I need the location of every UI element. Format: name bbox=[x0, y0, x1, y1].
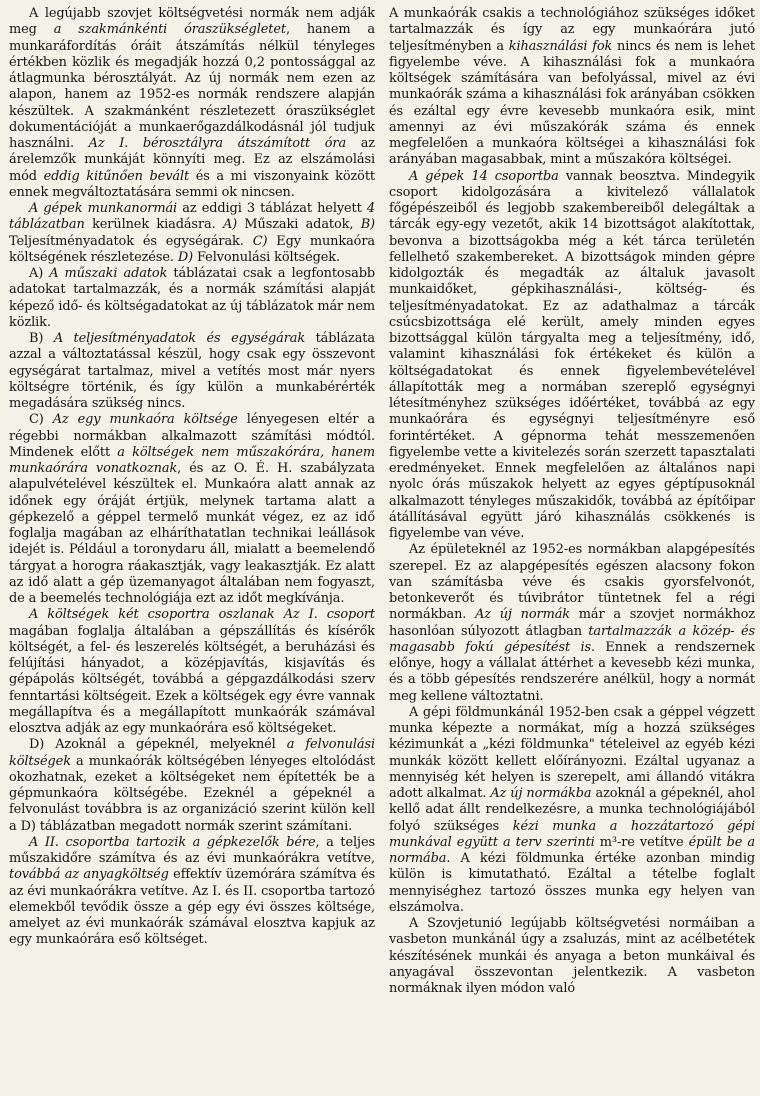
text-run: és a mi viszonyaink között ennek megváltoztatására semmi ok nincsen. bbox=[9, 168, 375, 200]
emphasis-text: épült be a normába bbox=[389, 834, 755, 866]
paragraph bbox=[389, 705, 755, 916]
text-run: már a szovjet normákhoz hasonlóan súlyozott átlagban bbox=[389, 607, 755, 639]
emphasis-text: C) bbox=[252, 233, 268, 249]
text-run: Felvonulási költségek. bbox=[193, 249, 341, 265]
paragraph bbox=[9, 835, 375, 949]
text-run: . Ennek a rendszernek előnye, hogy a vállalat áttérhet a kevesebb kézi munka, és a több gépesítés rendszerére anélkül, hogy a normát meg kellene változtatni. bbox=[389, 639, 755, 704]
emphasis-text: 4 táblázatban bbox=[9, 201, 375, 233]
emphasis-text: Az új normák bbox=[475, 607, 571, 623]
emphasis-text: A II. csoportba tartozik a gépkezelők bére bbox=[29, 834, 316, 850]
emphasis-text: Az I. bérosztályra átszámított óra bbox=[88, 136, 347, 151]
text-run: Műszaki adatok, bbox=[237, 217, 361, 233]
emphasis-text: eddig kitűnően bevált bbox=[43, 168, 190, 184]
text-run: , hanem a munkaráfordítás óráit átszámítás nélkül tényleges értékben közlik és megadják hozzá 0,2 pontossággal az átlagmunka bérosztályát. Az új normák nem ezen az alapon, hanem az 1952-es normák rendszere alapján készültek. A szakmánként részletezett óraszükséglet dokumentációját a munkaerőgazdálkodásnál jól tudjuk használni. bbox=[9, 22, 375, 151]
paragraph bbox=[9, 737, 375, 835]
paragraph bbox=[9, 201, 375, 266]
text-run: táblázata azzal a változtatással készül, hogy csak egy összevont egységárat tartalmaz, mivel a vetítés most már nyers költségre történik, és így külön a munkabérérték megadására szükség nincs. bbox=[9, 331, 375, 411]
text-run: C) bbox=[29, 412, 53, 428]
emphasis-text: tartalmazzák a közép- és magasabb fokú gépesítést is bbox=[389, 623, 755, 655]
emphasis-text: a szakmánkénti óraszükségletet bbox=[53, 22, 286, 38]
text-run: az eddigi 3 táblázat helyett bbox=[177, 201, 367, 216]
text-run: kerülnek kiadásra. bbox=[84, 217, 223, 233]
text-run: Az épületeknél az 1952-es normákban alapgépesítés szerepel. Ez az alapgépesítés egészen alacsony fokon van számításba véve és csakis gyorsfelvonót, betonkeverőt és túvibrátor tüntetnek fel a régi normákban. bbox=[389, 542, 755, 623]
emphasis-text: kihasználási fok bbox=[508, 38, 613, 54]
paragraph bbox=[389, 542, 755, 705]
paragraph bbox=[389, 916, 755, 997]
text-run: táblázatai csak a legfontosabb adatokat tartalmazzák, és a normák számítási alapját képező idő- és költségadatokat az új táblázatok már nem közlik. bbox=[9, 266, 375, 330]
paragraph bbox=[9, 412, 375, 607]
text-run: Egy munkaóra költségének részletezése. bbox=[9, 233, 375, 265]
paragraph bbox=[9, 607, 375, 737]
text-run: vannak beosztva. Mindegyik csoport kidolgozására a kivitelező vállalatok főgépészeiből és legjobb szakembereiből delegáltak a tárcák egy-egy vezetőt, akik 14 bizottságot alakítottak, bevonva a bizottságokba még a két tárca területén fellelhető szakembereket. A bizottságok minden gépre kidolgozták és megadták az általuk javasolt munkaidőket, gépkihasználási-, költség- és teljesítményadatokat. Ez az adathalmaz a tárcák csúcsbizottsága elé került, amely minden egyes bizottsággal külön tárgyalta meg a teljesítmény, idő, valamint kihasználási fok értékeket és külön a költségadatokat és ennek figyelembevételével állapították meg a normában szereplő egységnyi létesítményhez szükséges időértéket, továbbá az egy munkaórára és egységnyi teljesítményre eső forintértéket. A gépnorma tehát messzemenően figyelembe vette a kivitelezés során szerzett tapasztalati eredményeket. Ennek megfelelően az általános napi nyolc órás műszakok helyett az egyes géptípusoknál alkalmazott tényleges műszakidők, továbbá az építőipar átállításával együtt járó kihasználás csökkenés is figyelembe van véve. bbox=[389, 168, 755, 541]
text-run: Teljesítményadatok és egységárak. bbox=[9, 233, 253, 249]
text-run: a munkaórák költségében lényeges eltolódást okozhatnak, ezeket a költségeket nem építették be a gépmunkaóra költségébe. Ezeknél a gépeknél a felvonulást továbbra is az organizáció szerint külön kell a D) táblázatban megadott normák szerint számítani. bbox=[9, 753, 375, 834]
text-run: D) Azoknál a gépeknél, melyeknél bbox=[29, 737, 287, 753]
emphasis-text: A gépek 14 csoportba bbox=[409, 168, 559, 184]
emphasis-text: A) bbox=[222, 217, 238, 233]
emphasis-text: a költségek nem műszakórára, hanem munkaórára vonatkoznak bbox=[9, 444, 375, 476]
right-column bbox=[389, 6, 755, 1096]
emphasis-text: továbbá az anyagköltség bbox=[9, 867, 169, 883]
paragraph bbox=[9, 266, 375, 331]
text-run: , a teljes műszakidőre számítva és az évi munkaórákra vetítve, bbox=[9, 834, 375, 866]
emphasis-text: B) bbox=[360, 217, 375, 233]
emphasis-text: kézi munka a hozzátartozó gépi munkával együtt a terv szerinti bbox=[389, 818, 755, 850]
emphasis-text: a felvonulási költségek bbox=[9, 737, 375, 769]
emphasis-text: A műszaki adatok bbox=[49, 266, 168, 281]
text-run: magában foglalja általában a gépszállítás és kísérők költségét, a fel- és leszerelés költségét, a beruházási és felújítási hányadot, a középjavítás, kisjavítás és gépápolás költségét, továbbá a gépgazdálkodási szerv fenntartási költségeit. Ezek a költségek egy évre vannak megállapítva és a megállapított munkaórák számával elosztva adják az egy munkaórára eső költségeket. bbox=[9, 623, 375, 736]
text-run: A Szovjetunió legújabb költségvetési normáiban a vasbeton munkánál úgy a zsaluzás, mint az acélbetétek készítésének munkái és anyaga a beton munkáival és anyagával összevontan jelentkezik. A vasbeton normáknak ilyen módon való bbox=[389, 916, 755, 996]
text-run: . A kézi földmunka értéke azonban mindig külön is kimutatható. Ezáltal a tételbe foglalt mennyiséghez tartozó összes munka egy helyen van elszámolva. bbox=[389, 851, 755, 915]
text-run: A legújabb szovjet költségvetési normák nem adják meg bbox=[9, 6, 375, 38]
text-run: az árelemzők munkáját könnyíti meg. Ez az elszámolási mód bbox=[9, 136, 375, 184]
text-run: B) bbox=[29, 331, 54, 346]
text-run: azoknál a gépeknél, ahol kellő adat állt rendelkezésre, a munka technológiájából folyó szükséges bbox=[389, 786, 755, 834]
paragraph bbox=[389, 6, 755, 169]
text-run: nincs és nem is lehet figyelembe véve. A kihasználási fok a munkaóra költségek számítására van befolyással, mivel az évi munkaórák száma a kihasználási fok arányában csökken és ezáltal egy évre kevesebb munkaóra esik, mint amennyi az évi műszakórák száma és ennek megfelelően a munkaóra költségei a kihasználási fok arányában magasabbak, mint a műszakóra költségei. bbox=[389, 38, 755, 168]
emphasis-text: A teljesítményadatok és egységárak bbox=[53, 331, 306, 346]
text-run: lényegesen eltér a régebbi normákban alkalmazott számítási módtól. Mindenek előtt bbox=[9, 412, 375, 460]
paragraph bbox=[389, 169, 755, 543]
paragraph bbox=[9, 6, 375, 201]
paragraph bbox=[9, 331, 375, 412]
text-run: A gépi földmunkánál 1952-ben csak a géppel végzett munka képezte a normákat, míg a hozzá szükséges kézimunkát a „kézi földmunka" tételeivel az egyéb kézi munkák között kellett előírányozni. Ezáltal ugyanaz a mennyiség két helyen is szerepelt, ami állandó vitákra adott alkalmat. bbox=[389, 704, 755, 801]
emphasis-text: A költségek két csoportra oszlanak Az I. csoport bbox=[29, 607, 375, 623]
text-run: A munkaórák csakis a technológiához szükséges időket tartalmazzák és így az egy munkaórára jutó teljesítményben a bbox=[389, 6, 755, 54]
left-column bbox=[9, 6, 375, 1096]
emphasis-text: Az egy munkaóra költsége bbox=[52, 412, 238, 428]
emphasis-text: A gépek munkanormái bbox=[29, 201, 178, 216]
emphasis-text: Az új normákba bbox=[490, 786, 592, 801]
text-run: A) bbox=[29, 266, 50, 281]
text-run: effektív üzemórára számítva és az évi munkaórákra vetítve. Az I. és II. csoportba tartozó elemekből tevődik össze a gép egy évi összes költsége, amelyet az évi munkaórák számával elosztva kapjuk az egy munkaórára eső költséget. bbox=[9, 867, 375, 948]
text-run: , és az O. É. H. szabályzata alapulvételével készültek el. Munkaóra alatt annak az időnek egy óráját értjük, melynek tartama alatt a gépkezelő a géppel termelő munkát végez, ez az idő foglalja magában az elháríthatatlan technikai leállások idejét is. Például a toronydaru áll, mialatt a beemelendő tárgyat a horogra ráakasztják, vagy leakasztják. Ez alatt az idő alatt a gép üzemanyagot általában nem fogyaszt, de a beemelés technológiája ezt az időt megkívánja. bbox=[9, 461, 375, 606]
text-run: m³-re vetítve bbox=[594, 834, 689, 850]
emphasis-text: D) bbox=[177, 249, 194, 265]
